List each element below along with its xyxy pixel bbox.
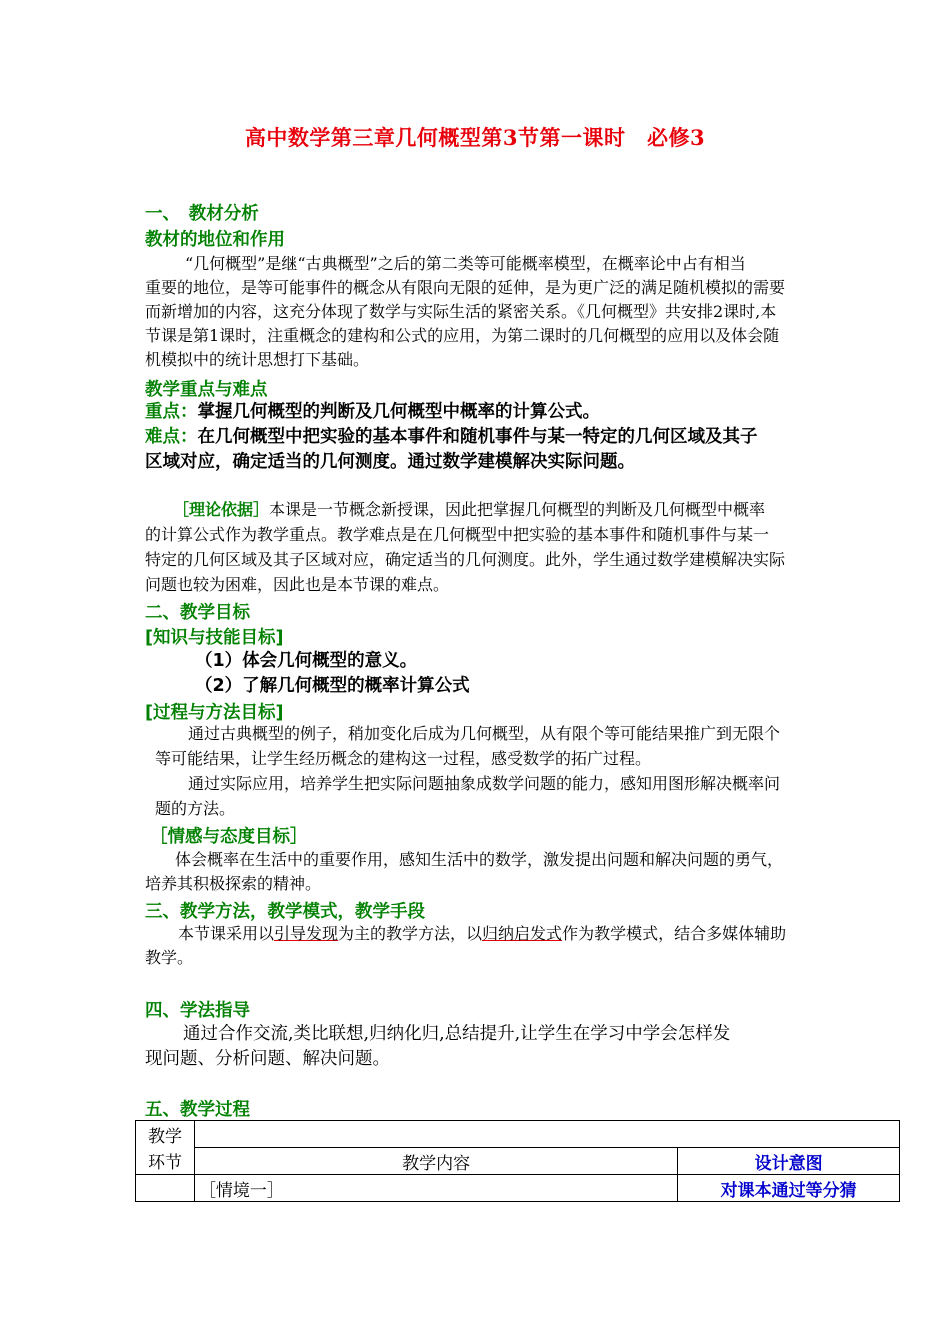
paragraph-line: 培养其积极探索的精神。 <box>145 874 322 893</box>
goal-item: （1）体会几何概型的意义。 <box>195 651 418 671</box>
document-title: 高中数学第三章几何概型第3节第一课时 必修3 <box>244 125 706 150</box>
section-2-heading: 二、教学目标 <box>145 603 250 623</box>
theory-basis <box>173 498 765 522</box>
paragraph-line: 教学。 <box>145 948 194 967</box>
section-5-heading: 五、教学过程 <box>145 1100 250 1120</box>
table-row <box>136 1175 900 1202</box>
paragraph-line: 通过古典概型的例子，稍加变化后成为几何概型，从有限个等可能结果推广到无限个 <box>188 724 781 743</box>
difficulty-point <box>145 425 758 449</box>
table-row <box>136 1148 900 1175</box>
subheading-position-role: 教材的地位和作用 <box>145 230 285 250</box>
paragraph-line: 题的方法。 <box>155 799 236 818</box>
paragraph-line: 现问题、分析问题、解决问题。 <box>145 1049 390 1069</box>
section-3-heading: 三、教学方法，教学模式，教学手段 <box>145 902 425 922</box>
table-header-cell: 设计意图 <box>678 1148 900 1175</box>
paragraph-line: “几何概型”是继“古典概型”之后的第二类等可能概率模型，在概率论中占有相当 <box>185 254 746 273</box>
difficulty-text-line: 区域对应，确定适当的几何测度。通过数学建模解决实际问题。 <box>145 452 635 472</box>
text-segment: 作为教学模式，结合多媒体辅助 <box>562 924 787 943</box>
emotion-attitude-label: ［情感与态度目标］ <box>150 827 308 847</box>
paragraph-line: 等可能结果，让学生经历概念的建构这一过程，感受数学的拓广过程。 <box>155 749 652 768</box>
table-cell <box>194 1121 899 1148</box>
paragraph-line: 的计算公式作为教学重点。教学难点是在几何概型中把实验的基本事件和随机事件与某一 <box>145 525 770 544</box>
key-point <box>145 400 600 424</box>
table-header-cell: 教学 <box>136 1121 195 1148</box>
table-row <box>136 1121 900 1148</box>
paragraph-line: 机模拟中的统计思想打下基础。 <box>145 350 370 369</box>
section-4-heading: 四、学法指导 <box>145 1001 250 1021</box>
knowledge-skill-label: [知识与技能目标] <box>145 628 284 648</box>
text-segment: 本节课采用以 <box>178 924 275 943</box>
paragraph-line: 而新增加的内容，这充分体现了数学与实际生活的紧密关系。《几何概型》共安排2课时,本 <box>145 302 777 321</box>
paragraph-line: 重要的地位，是等可能事件的概念从有限向无限的延伸，是为更广泛的满足随机模拟的需要 <box>145 278 786 297</box>
process-method-label: [过程与方法目标] <box>145 703 284 723</box>
table-header-cell: 教学内容 <box>194 1148 677 1175</box>
theory-basis-text: 本课是一节概念新授课，因此把掌握几何概型的判断及几何概型中概率 <box>269 500 766 519</box>
table-cell: 对课本通过等分猜 <box>678 1175 900 1202</box>
text-segment: 为主的教学方法，以 <box>338 924 483 943</box>
theory-basis-label: ［理论依据］ <box>173 500 270 519</box>
difficulty-text: 在几何概型中把实验的基本事件和随机事件与某一特定的几何区域及其子 <box>197 427 758 447</box>
teaching-process-table <box>135 1120 900 1202</box>
paragraph-line: 特定的几何区域及其子区域对应，确定适当的几何测度。此外，学生通过数学建模解决实际 <box>145 550 786 569</box>
subheading-key-difficulty: 教学重点与难点 <box>145 380 268 400</box>
underlined-term: 归纳启发式 <box>482 924 563 943</box>
paragraph-line: 体会概率在生活中的重要作用，感知生活中的数学，激发提出问题和解决问题的勇气， <box>175 850 784 869</box>
key-label: 重点： <box>145 402 198 422</box>
paragraph-line: 通过合作交流,类比联想,归纳化归,总结提升,让学生在学习中学会怎样发 <box>183 1024 731 1044</box>
underlined-term: 引导发现 <box>274 924 339 943</box>
difficulty-label: 难点： <box>145 427 198 447</box>
key-text: 掌握几何概型的判断及几何概型中概率的计算公式。 <box>197 402 600 422</box>
table-cell <box>136 1175 195 1202</box>
goal-item: （2）了解几何概型的概率计算公式 <box>195 676 470 696</box>
section-1-heading: 一、 教材分析 <box>145 204 259 224</box>
table-cell: ［情境一］ <box>194 1175 677 1202</box>
table-header-cell: 环节 <box>136 1148 195 1175</box>
paragraph-line <box>178 922 786 946</box>
paragraph-line: 问题也较为困难，因此也是本节课的难点。 <box>145 575 450 594</box>
paragraph-line: 通过实际应用，培养学生把实际问题抽象成数学问题的能力，感知用图形解决概率问 <box>188 774 781 793</box>
paragraph-line: 节课是第1课时，注重概念的建构和公式的应用，为第二课时的几何概型的应用以及体会随 <box>145 326 780 345</box>
